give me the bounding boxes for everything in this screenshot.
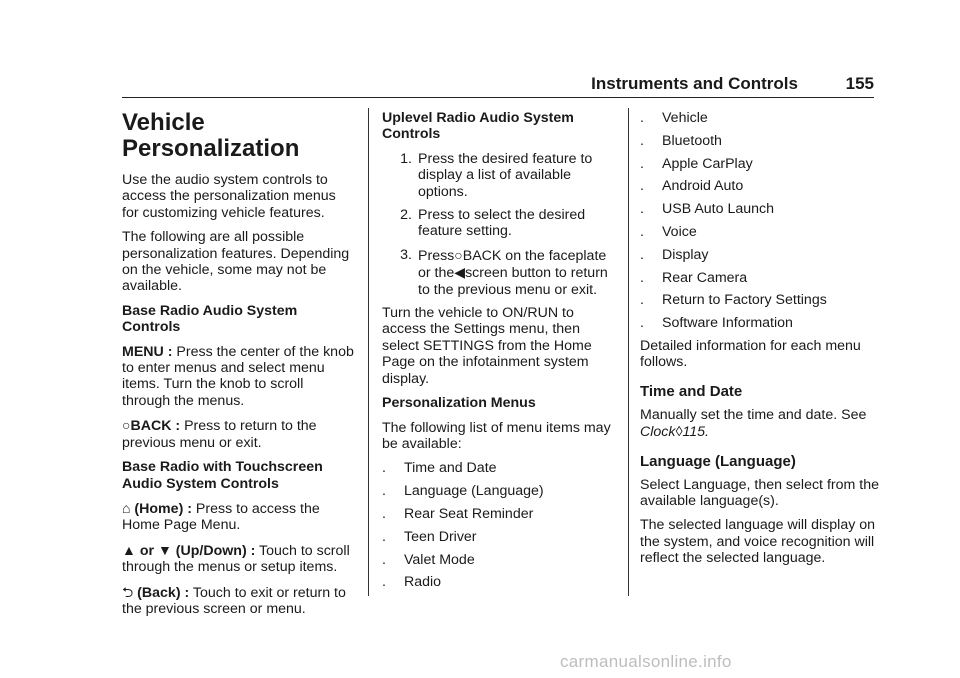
backarrow-desc	[122, 584, 354, 618]
left-arrow-icon: ⮌	[122, 583, 134, 600]
list-item-text: Valet Mode	[404, 551, 475, 568]
bullet: .	[640, 110, 644, 126]
list-item-text: Vehicle	[662, 110, 708, 126]
updown-desc	[122, 542, 354, 576]
bullet: .	[382, 460, 386, 477]
column-3	[640, 110, 880, 575]
menu-label: MENU :	[122, 343, 173, 360]
step3-c: screen button to return to the previous menu or exit.	[418, 265, 608, 298]
up-triangle-icon: ▲	[122, 541, 136, 558]
list-item	[640, 201, 880, 217]
paragraph: The following list of menu items may be available:	[382, 419, 611, 452]
bullet: .	[382, 551, 386, 568]
step-text: Press to select the desired feature setting.	[418, 207, 586, 240]
column-divider	[628, 108, 629, 596]
list-item	[640, 270, 880, 286]
clock-link[interactable]: Clock	[640, 424, 676, 441]
column-1	[122, 110, 354, 625]
paragraph: The selected language will display on the system, and voice recognition will reflect the selected language.	[640, 517, 876, 567]
ref-page[interactable]: 115	[682, 424, 706, 441]
diamond-ref-icon: ◊	[675, 423, 683, 440]
list-item-text: Language (Language)	[404, 483, 544, 500]
paragraph: The following are all possible personalization features. Depending on the vehicle, some may not be available.	[122, 229, 350, 295]
bullet: .	[640, 269, 644, 286]
list-item-text: Voice	[662, 223, 697, 240]
list-item-text: Teen Driver	[404, 528, 477, 545]
section-heading: Language (Language)	[640, 452, 796, 470]
subheading: Base Radio Audio System Controls	[122, 302, 298, 336]
menu-text: Press the center of the knob to enter menus and select menu items. Turn the knob to scroll through the menus.	[122, 343, 354, 409]
bullet: .	[640, 246, 644, 263]
circle-o-icon: ○	[122, 417, 131, 434]
back-desc	[122, 417, 354, 451]
updown-text: Touch to scroll through the menus or setup items.	[122, 542, 350, 576]
bullet: .	[640, 201, 644, 218]
backarrow-text: Touch to exit or return to the previous screen or menu.	[122, 584, 346, 617]
section-heading: Time and Date	[640, 382, 743, 400]
home-icon: ⌂	[122, 499, 131, 516]
step	[382, 247, 620, 298]
step3-a: Press	[418, 247, 455, 264]
list-item-text: Rear Camera	[662, 269, 748, 286]
list-item-text: Rear Seat Reminder	[404, 505, 534, 522]
bullet: .	[640, 315, 644, 332]
subheading: Personalization Menus	[382, 395, 536, 412]
list-item	[382, 552, 620, 568]
updown-or: or	[139, 542, 154, 559]
header-rule	[122, 97, 874, 98]
down-triangle-icon: ▼	[157, 541, 172, 558]
time-text: Manually set the time and date. See	[640, 406, 867, 423]
back-text: Press to return to the previous menu or exit.	[122, 418, 317, 451]
step3-b: BACK on the faceplate or the	[418, 247, 607, 282]
bullet: .	[640, 132, 644, 149]
menu-item-desc	[122, 344, 354, 410]
backarrow-label: (Back) :	[137, 584, 190, 601]
list-item	[640, 110, 880, 126]
subheading: Uplevel Radio Audio System Controls	[382, 110, 574, 143]
step-text	[418, 247, 620, 298]
bullet: .	[382, 574, 386, 591]
bullet: .	[382, 505, 386, 522]
left-arrow-icon: ◀	[454, 264, 466, 281]
list-item-text: Apple CarPlay	[662, 155, 753, 172]
page-header	[0, 68, 960, 98]
home-label: (Home) :	[134, 500, 192, 517]
paragraph: Select Language, then select from the available language(s).	[640, 476, 879, 509]
list-item-text: Time and Date	[404, 460, 497, 477]
list-item	[382, 483, 620, 499]
list-item	[640, 224, 880, 240]
section-title: Instruments and Controls	[591, 74, 798, 93]
cross-reference[interactable]: Clock◊115.	[640, 423, 709, 441]
circle-o-icon: ○	[454, 246, 463, 263]
list-item	[640, 133, 880, 149]
paragraph: Detailed information for each menu follows.	[640, 337, 861, 371]
list-item	[382, 506, 620, 522]
watermark: carmanualsonline.info	[560, 652, 732, 671]
updown-label: (Up/Down) :	[175, 542, 256, 559]
step-number: 2.	[400, 207, 412, 224]
list-item-text: Display	[662, 246, 709, 263]
step	[382, 151, 620, 200]
bullet: .	[382, 528, 386, 545]
bullet: .	[640, 178, 644, 195]
page-number: 155	[845, 74, 874, 93]
list-item	[640, 178, 880, 194]
list-item	[640, 315, 880, 331]
back-label: BACK :	[130, 418, 181, 435]
list-item-text: Android Auto	[662, 178, 744, 195]
step-number: 1.	[400, 150, 412, 167]
list-item-text: Return to Factory Settings	[662, 292, 827, 309]
bullet: .	[640, 155, 644, 172]
list-item	[382, 529, 620, 545]
time-paragraph	[640, 407, 880, 441]
home-desc	[122, 500, 354, 534]
list-item	[640, 247, 880, 263]
page-title: Vehicle Personalization	[122, 109, 300, 162]
column-2	[382, 110, 620, 597]
bullet: .	[640, 292, 644, 309]
paragraph: Use the audio system controls to access the personalization menus for customizing vehicle features.	[122, 172, 336, 221]
step-text: Press the desired feature to display a list of available options.	[418, 150, 593, 200]
bullet: .	[382, 483, 386, 500]
home-text: Press to access the Home Page Menu.	[122, 500, 320, 534]
column-divider	[368, 108, 369, 596]
paragraph: Turn the vehicle to ON/RUN to access the Settings menu, then select SETTINGS from the Home Page on the infotainment system display.	[382, 305, 592, 387]
list-item	[382, 574, 620, 590]
subheading: Base Radio with Touchscreen Audio System Controls	[122, 459, 323, 492]
list-item-text: USB Auto Launch	[662, 201, 775, 218]
list-item-text: Bluetooth	[662, 132, 722, 149]
step	[382, 207, 620, 240]
list-item	[640, 156, 880, 172]
list-item	[382, 460, 620, 476]
list-item	[640, 292, 880, 308]
step-number: 3.	[400, 246, 412, 263]
list-item-text: Radio	[404, 574, 442, 591]
list-item-text: Software Information	[662, 315, 793, 332]
bullet: .	[640, 223, 644, 240]
